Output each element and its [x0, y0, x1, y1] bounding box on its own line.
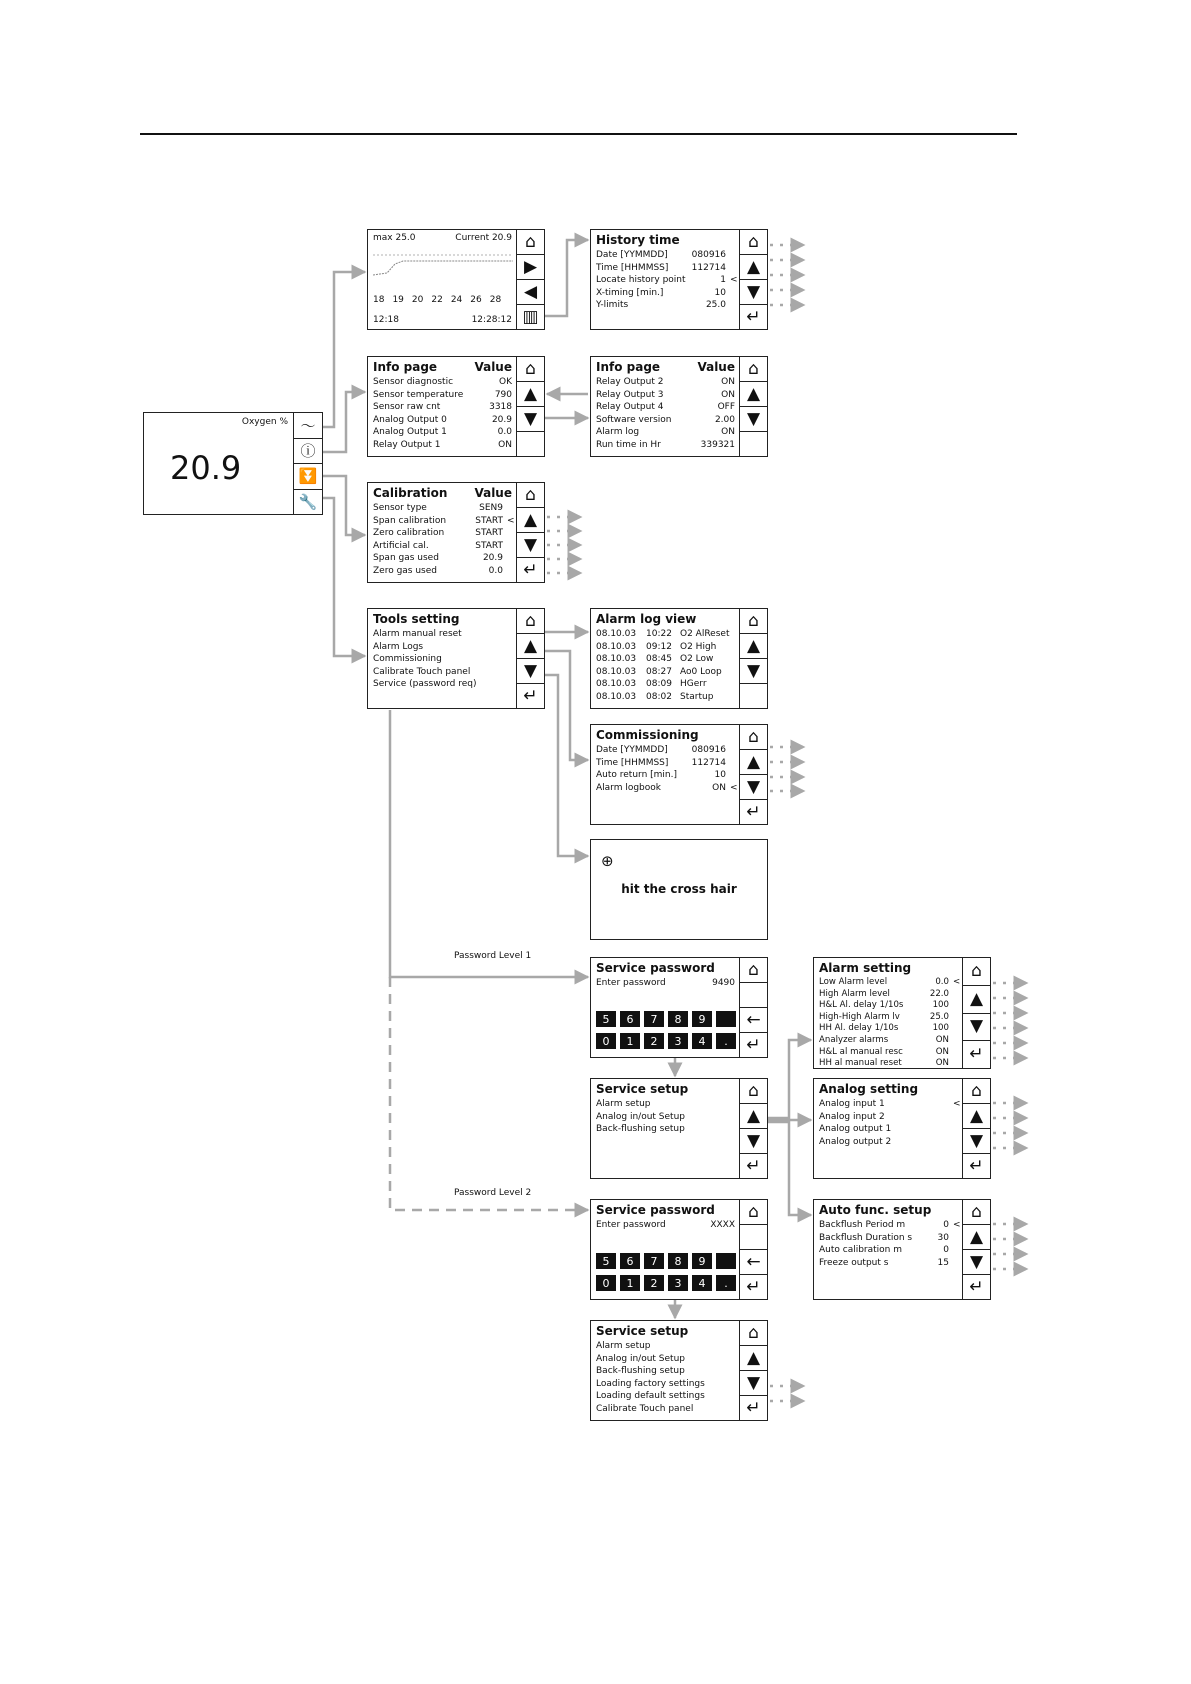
trend-xtick: 28 [489, 295, 502, 305]
enter-icon[interactable]: ↵ [523, 685, 538, 706]
password-row[interactable]: Enter password 9490 [596, 978, 735, 988]
nav-buttons [739, 1079, 767, 1178]
trend-xtick: 18 [373, 295, 385, 305]
setting-row[interactable]: Sensor type SEN9 [373, 503, 503, 513]
connector-password-level-1 [390, 710, 588, 977]
trend-time [373, 315, 512, 325]
down-arrow-icon[interactable]: ▼ [963, 1250, 990, 1275]
empty-button [740, 684, 767, 708]
keypad-key[interactable]: 7 [644, 1253, 664, 1269]
menu-item[interactable]: Alarm setup [596, 1099, 651, 1109]
keypad-key[interactable]: 3 [668, 1033, 688, 1049]
trend-icon[interactable]: 〜 [294, 413, 322, 439]
trend-screen [367, 229, 545, 330]
touch-calibration-screen[interactable] [590, 839, 768, 940]
alarm-setting-screen [813, 957, 991, 1069]
home-icon[interactable]: ⌂ [517, 230, 544, 255]
setting-row[interactable]: Time [HHMMSS] 112714 [596, 262, 726, 273]
nav-buttons [516, 483, 544, 582]
empty-button [517, 432, 544, 456]
analog-setting-screen [813, 1078, 991, 1179]
connector-password-level-2 [390, 977, 588, 1210]
home-icon[interactable]: ⌂ [740, 609, 767, 634]
up-arrow-icon[interactable]: ▲ [517, 634, 544, 659]
nav-buttons [739, 958, 767, 1057]
trend-header [373, 233, 512, 243]
setting-row[interactable]: High-High Alarm lv 25.0 [819, 1011, 949, 1022]
screen-title: Service setup [596, 1082, 689, 1096]
nav-buttons [516, 357, 544, 456]
trend-x-axis [373, 295, 501, 305]
password-level-1-label: Password Level 1 [454, 951, 532, 961]
keypad-key[interactable]: 1 [620, 1033, 640, 1049]
crosshair-icon[interactable]: ⊕ [601, 852, 614, 870]
connector-to-touch-cal [545, 675, 588, 856]
info-row: Run time in Hr 339321 [596, 439, 735, 450]
up-arrow-icon[interactable]: ▲ [740, 750, 767, 775]
tools-icon[interactable]: 🔧 [298, 492, 318, 511]
enter-icon[interactable]: ↵ [746, 1276, 761, 1297]
trend-time-end: 12:28:12 [471, 315, 512, 325]
trend-xtick: 22 [431, 295, 443, 305]
setting-row[interactable]: Locate history point 1 < [596, 275, 738, 285]
down-arrow-icon[interactable]: ▼ [517, 533, 544, 558]
connector-to-auto-func [768, 1122, 811, 1215]
nav-buttons [739, 609, 767, 708]
nav-buttons [739, 725, 767, 824]
service-password-1-screen [590, 957, 768, 1058]
home-icon[interactable]: ⌂ [740, 357, 767, 382]
measurement-label: Oxygen % [241, 417, 288, 427]
keypad-key[interactable]: 2 [644, 1033, 664, 1049]
keypad-key[interactable]: . [716, 1033, 736, 1049]
password-row[interactable]: Enter password XXXX [596, 1220, 735, 1230]
home-icon[interactable]: ⌂ [740, 1079, 767, 1104]
info-row: Sensor raw cnt 3318 [373, 402, 512, 412]
play-icon[interactable]: ▶ [517, 255, 544, 280]
up-arrow-icon[interactable]: ▲ [963, 1104, 990, 1129]
main-button-column [293, 413, 322, 514]
up-arrow-icon[interactable]: ▲ [517, 508, 544, 533]
setting-row[interactable]: HH Al. delay 1/10s 100 [819, 1023, 949, 1034]
nav-buttons [962, 958, 990, 1068]
trend-xtick: 20 [411, 295, 424, 305]
screen-title: Analog setting [819, 1082, 919, 1096]
keypad-key[interactable] [716, 1011, 736, 1027]
setting-row[interactable]: Analyzer alarms ON [819, 1034, 949, 1045]
connector-to-history [545, 240, 588, 316]
menu-item[interactable]: Calibrate Touch panel [373, 666, 471, 677]
setting-row[interactable]: Date [YYMMDD] 080916 [596, 745, 726, 755]
setting-row[interactable]: Analog input 2 [819, 1111, 885, 1122]
trend-xtick: 24 [450, 295, 463, 305]
enter-icon[interactable]: ↵ [746, 801, 761, 822]
keypad-row-1 [596, 1253, 736, 1269]
keypad-key[interactable]: 8 [668, 1011, 688, 1027]
setting-row[interactable]: Auto calibration m 0 [819, 1245, 949, 1255]
setting-row[interactable]: X-timing [min.] 10 [596, 287, 726, 298]
down-arrow-icon[interactable]: ▼ [740, 659, 767, 684]
setting-row[interactable]: Time [HHMMSS] 112714 [596, 757, 726, 768]
keypad-row-2 [596, 1033, 736, 1049]
keypad-key[interactable]: 0 [596, 1033, 616, 1049]
info-icon[interactable]: ⓘ [294, 439, 322, 465]
screen-title: Tools setting [373, 612, 460, 626]
setting-row[interactable]: Date [YYMMDD] 080916 [596, 250, 726, 260]
calibration-icon[interactable]: ⏬ [294, 464, 322, 490]
up-arrow-icon[interactable]: ▲ [740, 634, 767, 659]
home-icon[interactable]: ⌂ [963, 958, 990, 986]
setting-row[interactable]: Low Alarm level 0.0 < [819, 977, 961, 987]
screen-title: Auto func. setup [819, 1203, 932, 1217]
info-row: Relay Output 3 ON [596, 389, 735, 400]
keypad-key[interactable]: 9 [692, 1253, 712, 1269]
down-arrow-icon[interactable]: ▼ [740, 280, 767, 305]
trend-max: max 25.0 [373, 233, 416, 243]
info-row: Alarm log ON [596, 427, 735, 437]
backspace-icon[interactable]: ← [740, 1250, 767, 1275]
setting-row[interactable]: Zero calibration START [373, 528, 503, 538]
home-icon[interactable]: ⌂ [517, 483, 544, 508]
nav-buttons [516, 609, 544, 708]
setting-row[interactable]: HH al manual reset ON [819, 1058, 949, 1068]
connector-to-tools [323, 498, 365, 656]
keypad-key[interactable]: 5 [596, 1253, 616, 1269]
screen-title: Service setup [596, 1324, 689, 1338]
backspace-icon[interactable]: ← [740, 1008, 767, 1033]
screen-title: Alarm log view [596, 612, 697, 626]
keypad-key[interactable] [716, 1253, 736, 1269]
setting-row[interactable]: Freeze output s 15 [819, 1257, 949, 1268]
menu-item[interactable]: Analog in/out Setup [596, 1111, 685, 1122]
home-icon[interactable]: ⌂ [740, 958, 767, 983]
auto-func-setup-screen [813, 1199, 991, 1300]
info-row: Software version 2.00 [596, 414, 735, 425]
service-setup-2-screen [590, 1320, 768, 1421]
info-row: Sensor diagnostic OK [373, 377, 512, 387]
menu-item[interactable]: Calibrate Touch panel [596, 1403, 694, 1414]
main-display [143, 412, 323, 515]
info-page-2-screen [590, 356, 768, 457]
up-arrow-icon[interactable]: ▲ [963, 986, 990, 1014]
keypad-key[interactable]: 4 [692, 1275, 712, 1291]
home-icon[interactable]: ⌂ [740, 1321, 767, 1346]
history-bars-icon[interactable]: ▥ [522, 306, 539, 327]
screen-title: Alarm setting [819, 961, 912, 975]
info-page-1-screen [367, 356, 545, 457]
history-time-screen [590, 229, 768, 330]
measurement-value: 20.9 [170, 449, 242, 487]
setting-row[interactable]: Analog output 2 [819, 1136, 892, 1147]
alarm-log-view-screen [590, 608, 768, 709]
enter-icon[interactable]: ↵ [969, 1044, 984, 1065]
service-setup-1-screen [590, 1078, 768, 1179]
keypad-key[interactable]: 1 [620, 1275, 640, 1291]
empty-button [740, 983, 767, 1008]
setting-row[interactable]: Y-limits 25.0 [596, 300, 726, 310]
down-arrow-icon[interactable]: ▼ [517, 659, 544, 684]
screen-title: Commissioning [596, 728, 699, 742]
home-icon[interactable]: ⌂ [963, 1079, 990, 1104]
connector-to-calibration [323, 476, 365, 535]
menu-item[interactable]: Back-flushing setup [596, 1124, 685, 1134]
setting-row[interactable]: High Alarm level 22.0 [819, 988, 949, 999]
trend-current: Current 20.9 [455, 233, 512, 243]
screen-title: Service password [596, 1203, 715, 1217]
down-arrow-icon[interactable]: ▼ [740, 775, 767, 800]
keypad-key[interactable]: 6 [620, 1253, 640, 1269]
menu-item[interactable]: Alarm Logs [373, 641, 424, 652]
enter-icon[interactable]: ↵ [746, 306, 761, 327]
info-row: Analog Output 0 20.9 [373, 414, 512, 425]
menu-item[interactable]: Back-flushing setup [596, 1366, 685, 1376]
trend-plot [373, 247, 513, 293]
setting-row[interactable]: Backflush Duration s 30 [819, 1232, 949, 1243]
nav-buttons [739, 1321, 767, 1420]
setting-row[interactable]: Backflush Period m 0 < [819, 1220, 961, 1230]
service-password-2-screen [590, 1199, 768, 1300]
setting-row[interactable]: Analog input 1 < [819, 1099, 961, 1109]
menu-item[interactable]: Alarm manual reset [373, 629, 462, 639]
up-arrow-icon[interactable]: ▲ [740, 1346, 767, 1371]
commissioning-screen [590, 724, 768, 825]
down-arrow-icon[interactable]: ▼ [740, 1129, 767, 1154]
keypad-key[interactable]: 7 [644, 1011, 664, 1027]
home-icon[interactable]: ⌂ [740, 725, 767, 750]
setting-row[interactable]: H&L Al. delay 1/10s 100 [819, 1000, 949, 1011]
enter-icon[interactable]: ↵ [746, 1155, 761, 1176]
setting-row[interactable]: Artificial cal. START [373, 540, 503, 551]
home-icon[interactable]: ⌂ [963, 1200, 990, 1225]
trend-xtick: 19 [392, 295, 404, 305]
top-rule [140, 133, 1017, 135]
keypad-key[interactable]: 2 [644, 1275, 664, 1291]
touch-instruction: hit the cross hair [621, 882, 737, 896]
menu-item[interactable]: Loading factory settings [596, 1378, 705, 1389]
home-icon[interactable]: ⌂ [740, 230, 767, 255]
keypad-key[interactable]: 8 [668, 1253, 688, 1269]
connector-to-alarm-setting [768, 1040, 811, 1118]
tools-setting-screen [367, 608, 545, 709]
info-row: Sensor temperature 790 [373, 389, 512, 400]
down-arrow-icon[interactable]: ▼ [963, 1014, 990, 1042]
trend-xtick: 26 [470, 295, 482, 305]
home-icon[interactable]: ⌂ [517, 609, 544, 634]
keypad-key[interactable]: 5 [596, 1011, 616, 1027]
nav-buttons [962, 1079, 990, 1178]
screen-title: Calibration Value [373, 486, 512, 500]
up-arrow-icon[interactable]: ▲ [740, 382, 767, 407]
setting-row[interactable]: Span calibration START < [373, 515, 515, 526]
up-arrow-icon[interactable]: ▲ [963, 1225, 990, 1250]
screen-title: Service password [596, 961, 715, 975]
info-row: Relay Output 2 ON [596, 377, 735, 387]
trend-buttons [516, 230, 544, 329]
screen-title: Info page Value [373, 360, 512, 374]
keypad-row-2 [596, 1275, 736, 1291]
menu-item[interactable]: Alarm setup [596, 1341, 651, 1351]
keypad-key[interactable]: 3 [668, 1275, 688, 1291]
nav-buttons [962, 1200, 990, 1299]
setting-row[interactable]: Auto return [min.] 10 [596, 770, 726, 780]
menu-item[interactable]: Service (password req) [373, 679, 477, 689]
connector-to-commissioning [545, 651, 588, 760]
setting-row[interactable]: H&L al manual resc ON [819, 1046, 949, 1057]
setting-row[interactable]: Analog output 1 [819, 1124, 892, 1134]
connector-to-trend [323, 272, 365, 427]
info-row: Analog Output 1 0.0 [373, 427, 512, 437]
enter-icon[interactable]: ↵ [969, 1276, 984, 1297]
down-arrow-icon[interactable]: ▼ [740, 407, 767, 432]
home-icon[interactable]: ⌂ [517, 357, 544, 382]
trend-time-start: 12:18 [373, 315, 399, 325]
down-arrow-icon[interactable]: ▼ [740, 1371, 767, 1396]
down-arrow-icon[interactable]: ▼ [517, 407, 544, 432]
menu-item[interactable]: Analog in/out Setup [596, 1353, 685, 1364]
keypad-key[interactable]: 0 [596, 1275, 616, 1291]
keypad-key[interactable]: 6 [620, 1011, 640, 1027]
down-arrow-icon[interactable]: ▼ [963, 1129, 990, 1154]
rewind-icon[interactable]: ◀ [517, 280, 544, 305]
info-row: Relay Output 4 OFF [596, 402, 735, 412]
setting-row[interactable]: Span gas used 20.9 [373, 553, 503, 563]
nav-buttons [739, 357, 767, 456]
empty-button [740, 432, 767, 456]
up-arrow-icon[interactable]: ▲ [740, 1104, 767, 1129]
screen-title: Info page Value [596, 360, 735, 374]
nav-buttons [739, 230, 767, 329]
setting-row[interactable]: Zero gas used 0.0 [373, 565, 503, 576]
enter-icon[interactable]: ↵ [746, 1034, 761, 1055]
info-row: Relay Output 1 ON [373, 439, 512, 450]
keypad-key[interactable]: 4 [692, 1033, 712, 1049]
password-level-2-label: Password Level 2 [454, 1188, 532, 1198]
calibration-screen [367, 482, 545, 583]
empty-button [740, 1225, 767, 1250]
up-arrow-icon[interactable]: ▲ [740, 255, 767, 280]
enter-icon[interactable]: ↵ [969, 1155, 984, 1176]
menu-item[interactable]: Loading default settings [596, 1391, 705, 1401]
menu-item[interactable]: Commissioning [373, 654, 442, 664]
screen-title: History time [596, 233, 680, 247]
keypad-row-1 [596, 1011, 736, 1027]
keypad-key[interactable]: 9 [692, 1011, 712, 1027]
setting-row[interactable]: Alarm logbook ON < [596, 782, 738, 793]
connector-to-info [323, 392, 365, 452]
enter-icon[interactable]: ↵ [746, 1397, 761, 1418]
up-arrow-icon[interactable]: ▲ [517, 382, 544, 407]
keypad-key[interactable]: . [716, 1275, 736, 1291]
nav-buttons [739, 1200, 767, 1299]
alarm-log-table: 08.10.03 10:22 O2 AlReset 08.10.03 09:12 O2 High 08.10.03 08:45 O2 Low 08.10.03 08:27 Ao0 Loop 08.10.03 08:09 HGerr 08.10.03 08:02 Startup [596, 629, 730, 702]
home-icon[interactable]: ⌂ [740, 1200, 767, 1225]
enter-icon[interactable]: ↵ [523, 559, 538, 580]
